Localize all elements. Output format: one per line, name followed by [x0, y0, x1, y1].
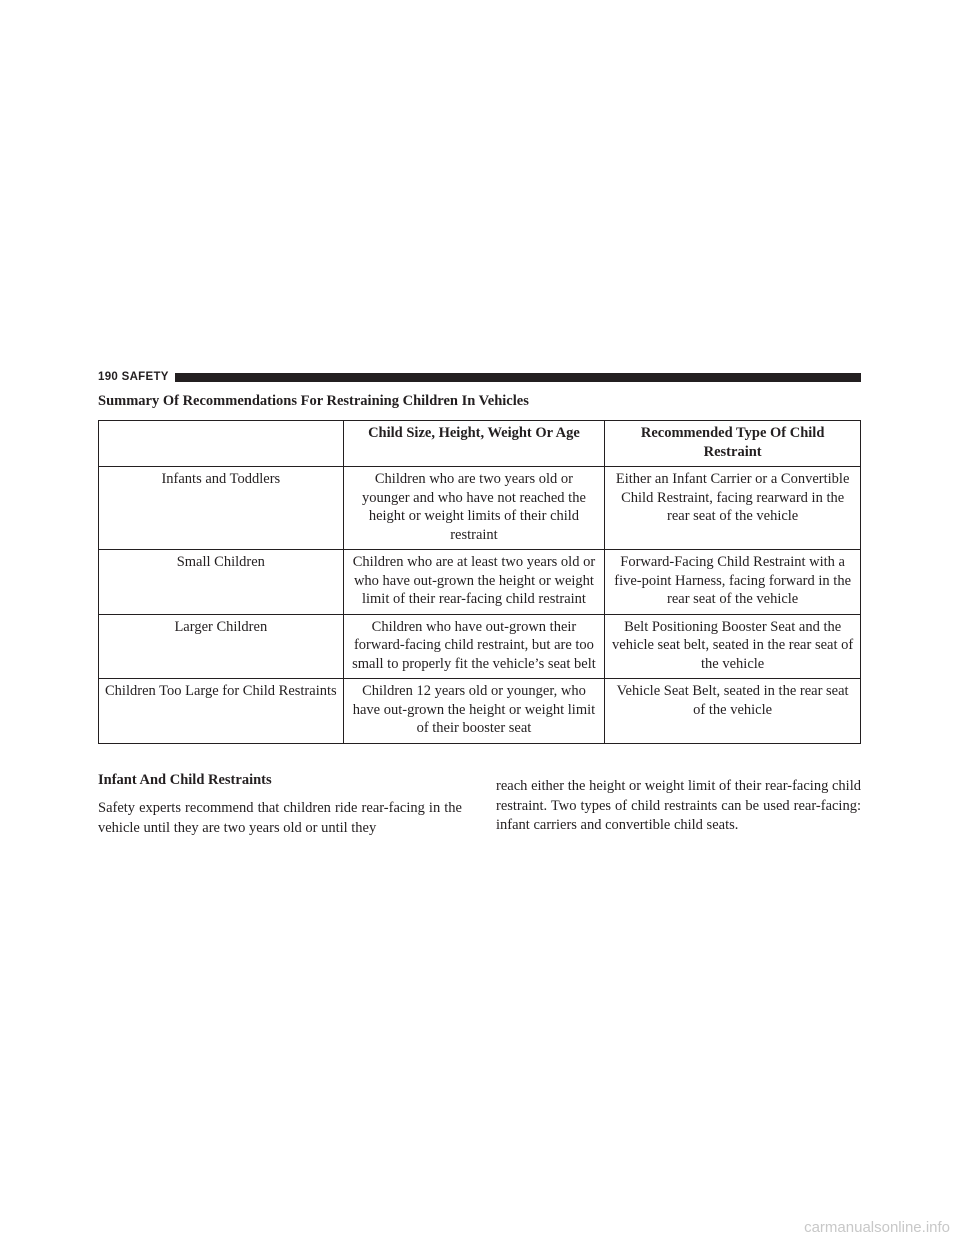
table-row	[99, 550, 861, 615]
page-header	[98, 370, 861, 384]
cell-recommendation: Either an Infant Carrier or a Convertible Child Restraint, facing rearward in the rear seat of the vehicle	[605, 467, 861, 550]
cell-criteria: Children who are two years old or younger and who have not reached the height or weight limits of their child restraint	[343, 467, 605, 550]
table-row	[99, 679, 861, 744]
cell-criteria: Children who have out-grown their forward-facing child restraint, but are too small to properly fit the vehicle’s seat belt	[343, 614, 605, 679]
column-header-size: Child Size, Height, Weight Or Age	[343, 421, 605, 467]
column-header-category	[99, 421, 344, 467]
header-rule	[175, 373, 861, 382]
cell-category: Children Too Large for Child Restraints	[99, 679, 344, 744]
cell-recommendation: Vehicle Seat Belt, seated in the rear seat of the vehicle	[605, 679, 861, 744]
body-paragraph-left: Safety experts recommend that children ride rear-facing in the vehicle until they are two years old or until they	[98, 800, 462, 836]
table-row	[99, 614, 861, 679]
table-row	[99, 467, 861, 550]
table-title: Summary Of Recommendations For Restraining Children In Vehicles	[98, 393, 529, 409]
section-heading: Infant And Child Restraints	[98, 772, 272, 788]
section-name: SAFETY	[121, 371, 169, 383]
table-header-row	[99, 421, 861, 467]
cell-category: Infants and Toddlers	[99, 467, 344, 550]
cell-recommendation: Belt Positioning Booster Seat and the vehicle seat belt, seated in the rear seat of the vehicle	[605, 614, 861, 679]
cell-category: Small Children	[99, 550, 344, 615]
watermark-text: carmanualsonline.info	[804, 1219, 950, 1236]
cell-category: Larger Children	[99, 614, 344, 679]
page-number: 190	[98, 371, 119, 383]
recommendations-table	[98, 420, 861, 744]
cell-criteria: Children who are at least two years old or who have out-grown the height or weight limit of their rear-facing child restraint	[343, 550, 605, 615]
cell-recommendation: Forward-Facing Child Restraint with a five-point Harness, facing forward in the rear seat of the vehicle	[605, 550, 861, 615]
cell-criteria: Children 12 years old or younger, who have out-grown the height or weight limit of their booster seat	[343, 679, 605, 744]
page-number-label	[98, 371, 169, 383]
body-paragraph-right: reach either the height or weight limit of their rear-facing child restraint. Two types of child restraints can be used rear-facing: infant carriers and convertible child seats.	[496, 778, 861, 833]
column-header-restraint: Recommended Type Of Child Restraint	[605, 421, 861, 467]
